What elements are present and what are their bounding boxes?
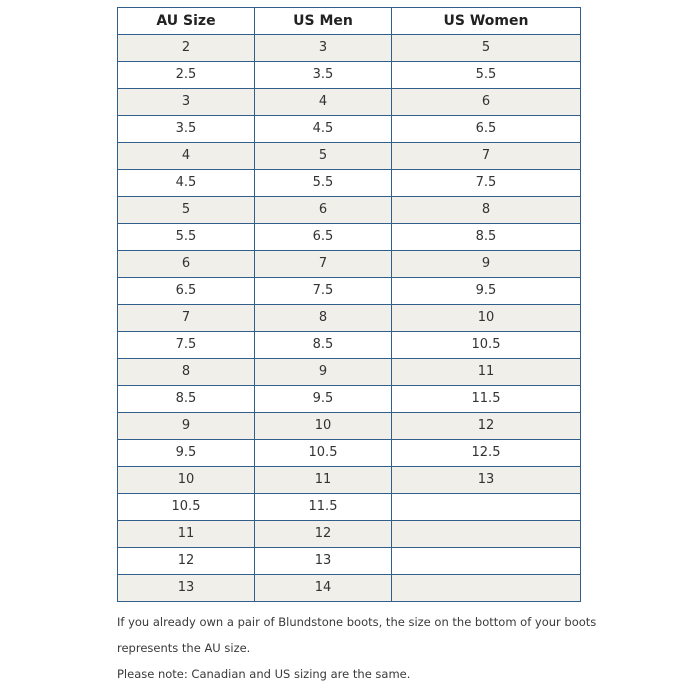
table-row (118, 197, 581, 224)
table-row (118, 143, 581, 170)
us-men-cell: 6.5 (255, 224, 392, 251)
table-row (118, 386, 581, 413)
au-size-cell: 10.5 (118, 494, 255, 521)
us-men-cell: 4.5 (255, 116, 392, 143)
table-row (118, 440, 581, 467)
size-conversion-table (117, 7, 581, 602)
table-row (118, 467, 581, 494)
au-size-cell: 9.5 (118, 440, 255, 467)
us-women-cell: 6 (392, 89, 581, 116)
header-us-women: US Women (392, 8, 581, 35)
au-size-cell: 9 (118, 413, 255, 440)
us-men-cell: 12 (255, 521, 392, 548)
us-women-cell: 10.5 (392, 332, 581, 359)
au-size-cell: 3.5 (118, 116, 255, 143)
us-men-cell: 7.5 (255, 278, 392, 305)
table-row (118, 278, 581, 305)
table-row (118, 575, 581, 602)
table-row (118, 548, 581, 575)
us-men-cell: 13 (255, 548, 392, 575)
us-men-cell: 9.5 (255, 386, 392, 413)
us-women-cell: 5.5 (392, 62, 581, 89)
table-row (118, 170, 581, 197)
us-men-cell: 6 (255, 197, 392, 224)
table-row (118, 62, 581, 89)
us-men-cell: 10.5 (255, 440, 392, 467)
table-row (118, 521, 581, 548)
us-men-cell: 11.5 (255, 494, 392, 521)
us-men-cell: 4 (255, 89, 392, 116)
au-size-cell: 2 (118, 35, 255, 62)
size-notes (117, 609, 597, 687)
us-women-cell: 8.5 (392, 224, 581, 251)
us-women-cell: 6.5 (392, 116, 581, 143)
au-size-cell: 5 (118, 197, 255, 224)
us-women-cell: 11 (392, 359, 581, 386)
au-size-cell: 8.5 (118, 386, 255, 413)
au-size-cell: 6 (118, 251, 255, 278)
us-women-cell: 10 (392, 305, 581, 332)
header-au-size: AU Size (118, 8, 255, 35)
us-women-cell (392, 521, 581, 548)
us-women-cell: 9 (392, 251, 581, 278)
table-body (118, 35, 581, 602)
us-men-cell: 9 (255, 359, 392, 386)
au-size-cell: 12 (118, 548, 255, 575)
us-men-cell: 14 (255, 575, 392, 602)
note-line-3: Please note: Canadian and US sizing are the same. (117, 667, 411, 681)
us-women-cell: 12 (392, 413, 581, 440)
table-row (118, 116, 581, 143)
us-women-cell: 13 (392, 467, 581, 494)
table-row (118, 494, 581, 521)
au-size-cell: 3 (118, 89, 255, 116)
au-size-cell: 13 (118, 575, 255, 602)
au-size-cell: 4 (118, 143, 255, 170)
us-women-cell: 7 (392, 143, 581, 170)
us-men-cell: 5.5 (255, 170, 392, 197)
us-men-cell: 5 (255, 143, 392, 170)
au-size-cell: 8 (118, 359, 255, 386)
header-us-men: US Men (255, 8, 392, 35)
au-size-cell: 7 (118, 305, 255, 332)
table-row (118, 224, 581, 251)
us-men-cell: 8.5 (255, 332, 392, 359)
us-men-cell: 3 (255, 35, 392, 62)
us-women-cell: 8 (392, 197, 581, 224)
us-women-cell: 11.5 (392, 386, 581, 413)
us-women-cell (392, 548, 581, 575)
us-men-cell: 8 (255, 305, 392, 332)
au-size-cell: 2.5 (118, 62, 255, 89)
table-row (118, 89, 581, 116)
au-size-cell: 6.5 (118, 278, 255, 305)
us-women-cell: 12.5 (392, 440, 581, 467)
note-line-1: If you already own a pair of Blundstone boots, the size on the bottom of your boots (117, 615, 597, 629)
us-men-cell: 11 (255, 467, 392, 494)
table-row (118, 332, 581, 359)
table-header-row (118, 8, 581, 35)
table-row (118, 359, 581, 386)
au-size-cell: 5.5 (118, 224, 255, 251)
table-row (118, 413, 581, 440)
au-size-cell: 10 (118, 467, 255, 494)
us-women-cell: 7.5 (392, 170, 581, 197)
table-row (118, 305, 581, 332)
us-women-cell: 5 (392, 35, 581, 62)
table-row (118, 251, 581, 278)
au-size-cell: 11 (118, 521, 255, 548)
au-size-cell: 4.5 (118, 170, 255, 197)
us-men-cell: 3.5 (255, 62, 392, 89)
us-women-cell (392, 575, 581, 602)
us-men-cell: 10 (255, 413, 392, 440)
us-women-cell: 9.5 (392, 278, 581, 305)
us-men-cell: 7 (255, 251, 392, 278)
table-row (118, 35, 581, 62)
us-women-cell (392, 494, 581, 521)
au-size-cell: 7.5 (118, 332, 255, 359)
note-line-2: represents the AU size. (117, 641, 251, 655)
